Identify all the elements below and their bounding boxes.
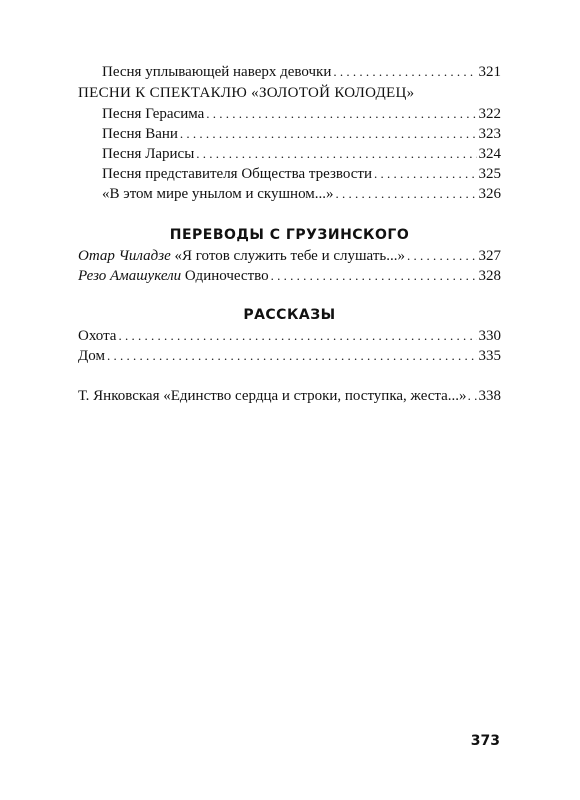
dot-leader [468, 386, 478, 406]
toc-entry-title: Дом [78, 348, 105, 364]
dot-leader [196, 144, 476, 164]
spacer [78, 286, 501, 304]
play-songs-heading: ПЕСНИ К СПЕКТАКЛЮ «ЗОЛОТОЙ КОЛОДЕЦ» [78, 85, 415, 101]
table-of-contents [78, 62, 501, 406]
toc-entry [78, 144, 501, 164]
toc-entry-author: Отар Чиладзе [78, 248, 171, 264]
toc-entry-title [78, 266, 269, 286]
toc-entry [78, 104, 501, 124]
dot-leader [271, 266, 477, 286]
toc-entry-work: Одиночество [184, 268, 269, 284]
toc-entry-title: «В этом мире унылом и скушном...» [102, 186, 334, 202]
toc-entry-title: Песня представителя Общества трезвости [102, 166, 372, 182]
toc-entry [78, 326, 501, 346]
toc-entry-page: 328 [478, 268, 501, 284]
toc-entry-page: 323 [478, 126, 501, 142]
toc-entry-page: 330 [478, 328, 501, 344]
dot-leader [206, 104, 476, 124]
dot-leader [118, 326, 476, 346]
toc-entry [78, 124, 501, 144]
toc-entry-page: 324 [478, 146, 501, 162]
toc-entry [78, 164, 501, 184]
dot-leader [374, 164, 477, 184]
toc-entry [78, 62, 501, 82]
toc-entry-page: 322 [478, 106, 501, 122]
toc-entry-page: 326 [478, 186, 501, 202]
dot-leader [336, 184, 477, 204]
toc-entry-page: 321 [478, 64, 501, 80]
toc-entry-page: 338 [478, 388, 501, 404]
toc-entry-page: 335 [478, 348, 501, 364]
page-number: 373 [470, 733, 500, 749]
toc-entry-title [78, 246, 405, 266]
toc-entry-title: Охота [78, 328, 117, 344]
toc-entry [78, 266, 501, 286]
spacer [78, 204, 501, 224]
toc-entry-title: Песня Ларисы [102, 146, 195, 162]
toc-entry-page: 325 [478, 166, 501, 182]
toc-entry-title: Песня Вани [102, 126, 178, 142]
toc-entry [78, 246, 501, 266]
toc-entry [78, 184, 501, 204]
toc-entry-title: Т. Янковская «Единство сердца и строки, поступка, жеста...» [78, 388, 467, 404]
stories-heading: РАССКАЗЫ [243, 307, 336, 323]
toc-entry-title: Песня уплывающей наверх девочки [102, 64, 332, 80]
toc-entry-afterword [78, 386, 501, 406]
toc-entry-author: Резо Амашукели [78, 268, 182, 284]
toc-entry-title: Песня Герасима [102, 106, 205, 122]
toc-entry [78, 346, 501, 366]
dot-leader [180, 124, 477, 144]
spacer [78, 366, 501, 386]
toc-entry-work: «Я готов служить тебе и слушать...» [174, 248, 405, 264]
dot-leader [407, 246, 477, 266]
dot-leader [333, 62, 476, 82]
translations-heading: ПЕРЕВОДЫ С ГРУЗИНСКОГО [169, 227, 410, 243]
dot-leader [107, 346, 477, 366]
toc-entry-page: 327 [478, 248, 501, 264]
